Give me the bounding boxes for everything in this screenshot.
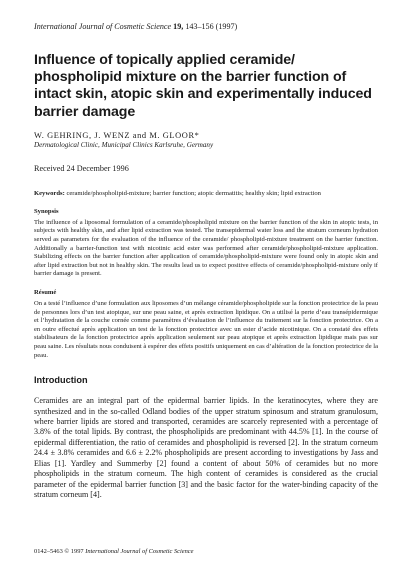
article-title: Influence of topically applied ceramide/ phospholipid mixture on the barrier function of intact skin, atopic skin and experimentally induced barrier damage [34,52,372,120]
page-footer [34,548,193,556]
introduction-heading: Introduction [34,375,88,386]
article-page [34,22,378,501]
journal-name: International Journal of Cosmetic Science [34,22,172,31]
resume-heading: Résumé [34,288,57,296]
keywords-label: Keywords: [34,189,65,197]
footer-journal: International Journal of Cosmetic Science [85,548,194,555]
journal-header [34,22,378,32]
synopsis-text: The influence of a liposomal formulation of a ceramide/phospholipid mixture on the barrier function of the skin in atopic tests, in subjects with healthy skin, and after lipid extraction was tested. The transepidermal water loss and the stratum corneum hydration served as parameters for the evaluation of the influence of the ceramide/ phospholipid-mixture treatment on the barrier function. Additionally a barrier-function test with nicotinic acid ester was performed after ceramide/phospholipid-mixture application. Stabilizing effects on the barrier function after application of ceramide/phospholipid-mixture were found only in atopic skin and after lipid extraction but not in healthy skin. The results lead us to expect positive effects of ceramide/phospholipid-mixture only if barrier damage is present. [34,218,378,278]
article-affiliation: Dermatological Clinic, Municipal Clinics Karlsruhe, Germany [34,140,214,149]
article-authors: W. GEHRING, J. WENZ and M. GLOOR* [34,130,200,140]
footer-code: 0142–5463 © 1997 [34,548,84,555]
keywords-text: ceramide/phospholipid-mixture; barrier function; atopic dermatitis; healthy skin; lipid extraction [66,189,321,197]
keywords-line [34,189,378,198]
journal-pages-year: 143–156 (1997) [185,22,238,31]
received-date: Received 24 December 1996 [34,163,129,173]
introduction-text: Ceramides are an integral part of the epidermal barrier lipids. In the keratinocytes, where they are synthesized and in the so-called Odland bodies of the upper stratum spinosum and stratum granulosum, where barrier lipids are stored and transported, ceramides are scarcely represented with a percentage of 3.8% of the total lipids. By contrast, the phospholipids are predominant with 44.5% [1]. In the course of epidermal differentiation, the ratio of ceramides and phospholipid is reversed [2]. In the stratum corneum 24.4 ± 3.8% ceramides and 6.6 ± 2.2% phospholipids are present according to investigations by Jass and Elias [1]. Yardley and Summerby [2] found a content of about 50% of ceramides but no more phospholipids in the stratum corneum. The high content of ceramides is considered as the crucial parameter of the epidermal barrier function [3] and the basic factor for the water-binding capacity of the stratum corneum [4]. [34,396,378,500]
resume-text: On a testé l’influence d’une formulation aux liposomes d’un mélange céramide/phospholipide sur la fonction protectrice de la peau de personnes lors d’un test atopique, sur une peau saine, et après extraction lipidique. On a utilisé la perte d’eau transépidermique et l’hydratation de la couche cornée comme paramètres d’évaluation de l’influence du traitement sur la fonction protectrice. On a en outre effectué après application un test de la fonction protectrice avec un ester d’acide nicotinique. On a constaté des effets stabilisateurs de la fonction protectrice après application seulement sur peau atopique et après extraction lipidique mais pas sur peau saine. Les résultats nous conduisent à espérer des effets positifs uniquement en cas d’altération de la fonction protectrice de la peau. [34,299,378,359]
synopsis-heading: Synopsis [34,207,59,215]
journal-volume: 19, [173,22,184,31]
